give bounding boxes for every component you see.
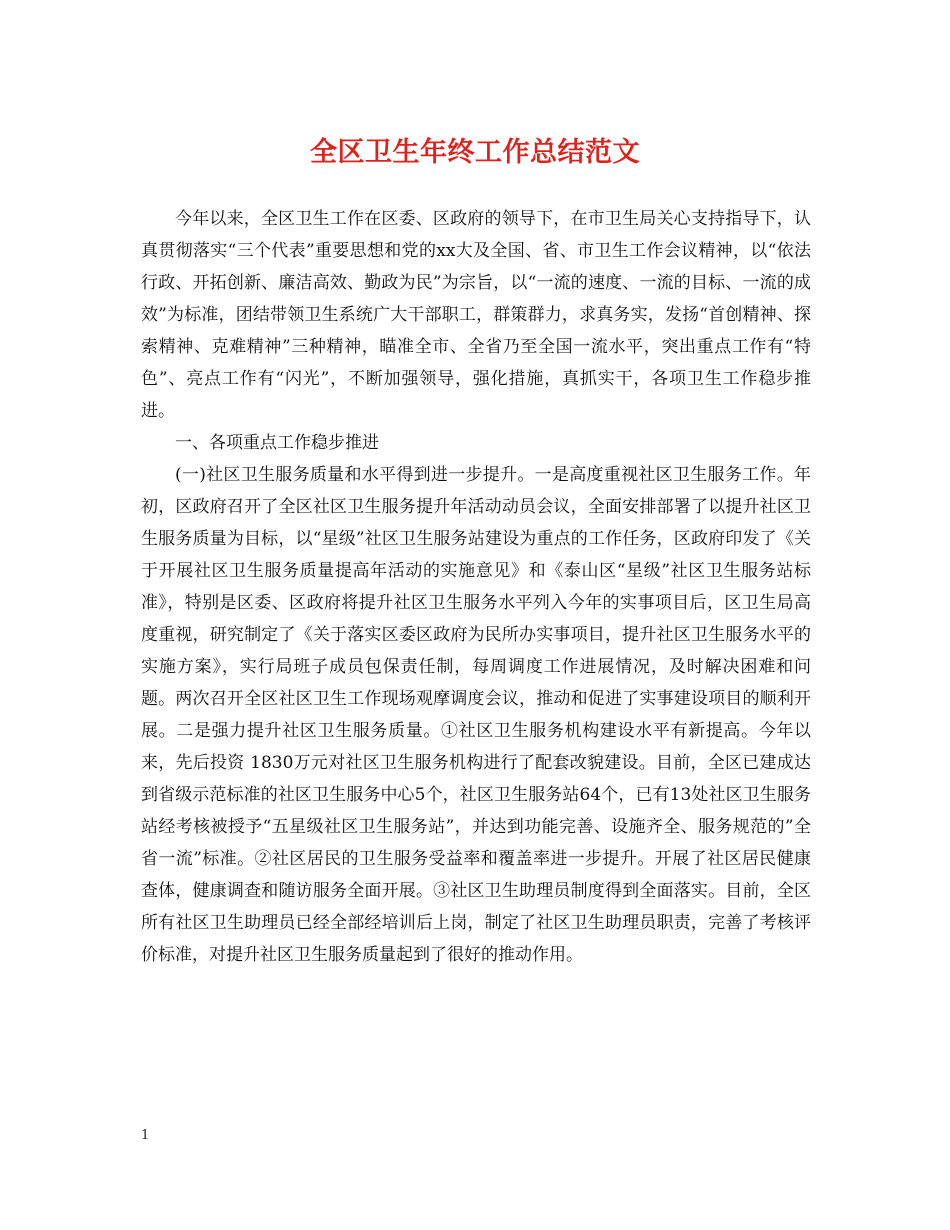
intro-paragraph: 今年以来，全区卫生工作在区委、区政府的领导下，在市卫生局关心支持指导下，认真贯彻落实“三个代表”重要思想和党的xx大及全国、省、市卫生工作会议精神，以“依法行政、开拓创新、廉洁高效、勤政为民”为宗旨，以“一流的速度、一流的目标、一流的成效”为标准，团结带领卫生系统广大干部职工，群策群力，求真务实，发扬“首创精神、探索精神、克难精神”三种精神，瞄准全市、全省乃至全国一流水平，突出重点工作有“特色”、亮点工作有“闪光”，不断加强领导，强化措施，真抓实干，各项卫生工作稳步推进。 [141, 209, 811, 421]
document-title: 全区卫生年终工作总结范文 [310, 137, 640, 168]
section-paragraph: (一)社区卫生服务质量和水平得到进一步提升。一是高度重视社区卫生服务工作。年初，区政府召开了全区社区卫生服务提升年活动动员会议，全面安排部署了以提升社区卫生服务质量为目标，以“星级”社区卫生服务站建设为重点的工作任务，区政府印发了《关于开展社区卫生服务质量提高年活动的实施意见》和《泰山区“星级”社区卫生服务站标准》，特别是区委、区政府将提升社区卫生服务水平列入今年的实事项目后，区卫生局高度重视，研究制定了《关于落实区委区政府为民所办实事项目，提升社区卫生服务水平的实施方案》，实行局班子成员包保责任制，每周调度工作进展情况，及时解决困难和问题。两次召开全区社区卫生工作现场观摩调度会议，推动和促进了实事建设项目的顺利开展。二是强力提升社区卫生服务质量。①社区卫生服务机构建设水平有新提高。今年以来，先后投资 1830万元对社区卫生服务机构进行了配套改貌建设。目前，全区已建成达到省级示范标准的社区卫生服务中心5个，社区卫生服务站64个，已有13处社区卫生服务站经考核被授予“五星级社区卫生服务站”，并达到功能完善、设施齐全、服务规范的”全省一流”标准。②社区居民的卫生服务受益率和覆盖率进一步提升。开展了社区居民健康查体，健康调查和随访服务全面开展。③社区卫生助理员制度得到全面落实。目前，全区所有社区卫生助理员已经全部经培训后上岗，制定了社区卫生助理员职责，完善了考核评价标准，对提升社区卫生服务质量起到了很好的推动作用。 [141, 465, 811, 965]
document-body [141, 203, 811, 971]
page-number: 1 [141, 1128, 150, 1143]
section-heading: 一、各项重点工作稳步推进 [175, 433, 379, 453]
